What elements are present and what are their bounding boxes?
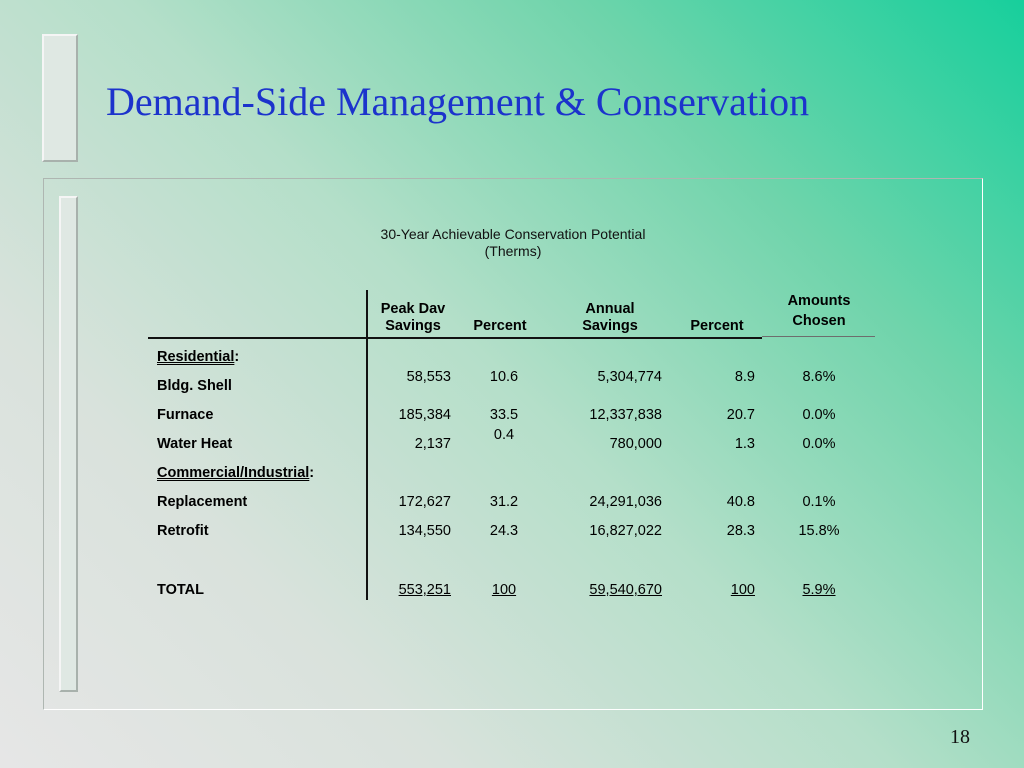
cell-retrofit-annual: 16,827,022 [589,523,662,539]
header-annual-line2: Savings [582,318,638,334]
header-annual-line1: Annual [585,301,635,317]
page-number: 18 [950,726,970,748]
header-rule-values [368,337,762,339]
cell-furnace-pct1: 33.5 [489,407,519,423]
header-peak-line2: Savings [385,318,441,334]
section-commercial [157,465,314,482]
row-label-retrofit: Retrofit [157,523,209,539]
header-amounts-line2: Chosen [792,313,846,329]
header-percent-1: Percent [473,318,527,334]
cell-water-annual: 780,000 [609,436,662,452]
cell-retrofit-pct2: 28.3 [726,523,755,539]
row-label-water-heat: Water Heat [157,436,233,452]
cell-bldg-annual: 5,304,774 [597,369,662,385]
cell-total-pct1-value: 100 [491,582,517,598]
row-label-replacement: Replacement [157,494,248,510]
cell-bldg-pct2: 8.9 [734,369,755,385]
cell-bldg-peak: 58,553 [406,369,451,385]
header-rule-chosen [762,336,875,337]
cell-total-annual [540,582,662,599]
cell-retrofit-pct1: 24.3 [489,523,519,539]
row-label-total: TOTAL [157,582,204,598]
section-commercial-label: Commercial/Industrial [157,465,310,481]
section-residential [157,349,239,366]
cell-total-pct2 [700,582,755,599]
cell-bldg-pct1: 10.6 [489,369,519,385]
cell-furnace-chosen: 0.0% [802,407,836,423]
slide-title: Demand-Side Management & Conservation [106,79,810,124]
cell-replacement-pct2: 40.8 [726,494,755,510]
table-title-line2: (Therms) [484,243,542,259]
table-title [348,226,678,260]
section-residential-label: Residential [157,349,235,365]
cell-total-peak [360,582,451,599]
cell-furnace-peak: 185,384 [398,407,451,423]
row-label-furnace: Furnace [157,407,214,423]
row-label-bldg-shell: Bldg. Shell [157,378,232,394]
cell-replacement-peak: 172,627 [398,494,451,510]
cell-total-chosen-value: 5.9% [802,582,836,598]
cell-water-pct2: 1.3 [734,436,755,452]
header-percent-2: Percent [690,318,744,334]
cell-total-pct1 [474,582,534,599]
cell-retrofit-chosen: 15.8% [798,523,840,539]
decorative-bar-top [42,34,78,162]
cell-total-pct2-value: 100 [730,582,755,598]
cell-replacement-chosen: 0.1% [802,494,836,510]
header-peak-line1: Peak Dav [380,301,446,317]
cell-water-pct1: 0.4 [493,427,515,443]
section-commercial-colon: : [309,465,315,481]
section-residential-colon: : [234,349,240,365]
cell-retrofit-peak: 134,550 [398,523,451,539]
table-title-line1: 30-Year Achievable Conservation Potential [380,226,646,242]
header-rule-label [148,337,367,339]
cell-water-peak: 2,137 [414,436,451,452]
cell-total-peak-value: 553,251 [398,582,451,598]
cell-total-chosen [769,582,869,599]
cell-bldg-chosen: 8.6% [802,369,836,385]
cell-furnace-pct2: 20.7 [726,407,755,423]
cell-furnace-annual: 12,337,838 [589,407,662,423]
cell-water-chosen: 0.0% [802,436,836,452]
header-amounts-line1: Amounts [787,293,851,309]
cell-replacement-pct1: 31.2 [489,494,519,510]
cell-total-annual-value: 59,540,670 [589,582,662,598]
cell-replacement-annual: 24,291,036 [589,494,662,510]
